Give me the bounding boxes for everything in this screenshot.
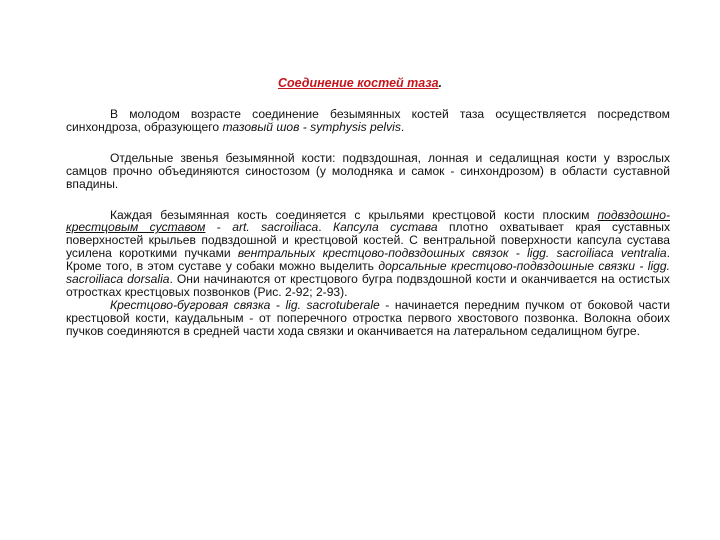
paragraph-3: [66, 209, 670, 299]
page-title: [0, 76, 720, 90]
p1-text: В молодом возрасте соединение безымянных костей таза осуществляется посредством синхондроза, образующего: [66, 107, 670, 134]
p3-dorsal-ligaments: дорсальные крестцово-подвздошные связки - ligg. sacroiliaca dorsalia: [66, 259, 670, 287]
paragraph-2: [66, 152, 670, 191]
text-body: [66, 108, 670, 338]
paragraph-4: [66, 299, 670, 338]
p3-joint-term: подвздошно-крестцовым суставом: [66, 207, 670, 235]
title-text: Соединение костей таза: [277, 76, 439, 90]
p3-text-k: . Они начинаются от крестцового бугра подвздошной кости и оканчивается на остистых отростках крестцовых позвонков (Рис. 2-92; 2-93).: [66, 272, 670, 299]
p3-text-g: плотно охватывает края суставных поверхностей крыльев подвздошной и крестцовой костей. С вентральной поверхности капсула сустава усилена короткими пучками: [66, 220, 671, 261]
p1-end: .: [400, 119, 405, 134]
p4-text: - начинается передним пучком от боковой части крестцовой кости, каудальным - от поперечного отростка первого хвостового позвонка. Волокна обоих пучков соединяются в средней части хода связки и оканчивается на латеральном седалищном бугре.: [66, 297, 670, 338]
p3-sep: .: [318, 220, 333, 235]
p3-dash: -: [205, 220, 233, 235]
title-period: .: [438, 76, 443, 90]
p3-latin-art: art. sacroiliaca: [232, 220, 319, 235]
p1-term: тазовый шов - symphysis pelvis: [222, 119, 401, 134]
p2-text: Отдельные звенья безымянной кости: подвздошная, лонная и седалищная кости у взрослых самцов прочно объединяются синостозом (у молодняка и самок - синхондрозом) в области суставной впадины.: [66, 150, 670, 191]
p4-ligament-term: Крестцово-бугровая связка - lig. sacrotuberale: [110, 297, 380, 312]
p3-ventral-ligaments: вентральных крестцово-подвздошных связок - ligg. sacroiliaca ventralia: [237, 246, 667, 261]
paragraph-1: [66, 108, 670, 134]
p3-text-i: . Кроме того, в этом суставе у собаки можно выделить: [66, 246, 670, 274]
p3-capsule-term: Капсула сустава: [332, 220, 438, 235]
p3-text-a: Каждая безымянная кость соединяется с крыльями крестцовой кости плоским: [110, 207, 598, 222]
